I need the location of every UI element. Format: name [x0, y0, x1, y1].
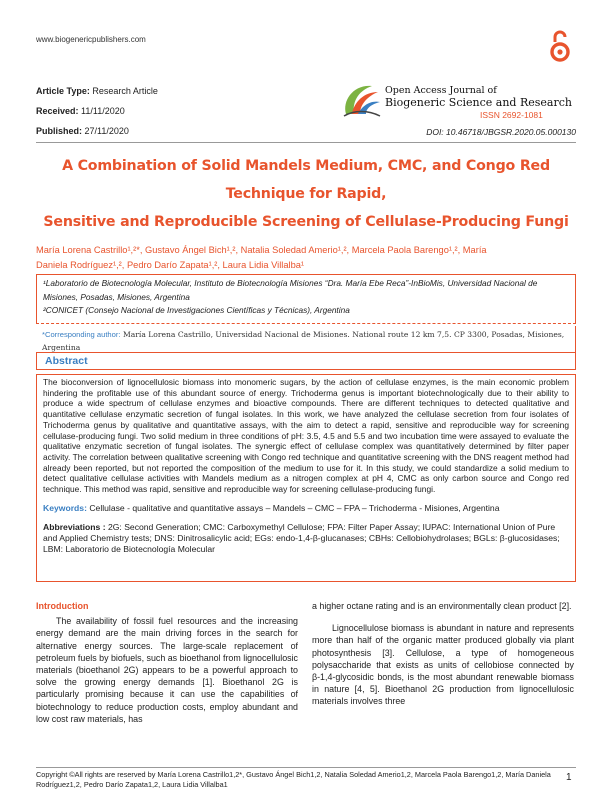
abstract-heading-box: [36, 352, 576, 370]
article-title: A Combination of Solid Mandels Medium, CMC, and Congo Red Technique for Rapid, Sensitive and Reproducible Screening of Cellulase-Producing Fungi: [43, 158, 569, 230]
issn: ISSN 2692-1081: [480, 110, 543, 120]
paragraph: Lignocellulose biomass is abundant in nature and represents more than half of the organic matter produced globally via plant photosynthesis [3]. Cellulose, a type of homogeneous polysaccharide that exists as units of cellobiose connected by β-1,4-glycosidic bonds, is the most abundant renewable biomass in nature [4, 5]. Bioethanol 2G production from lignocellulosic materials involves three: [312, 623, 574, 707]
author-list: María Lorena Castrillo¹,²*, Gustavo Ángel Bich¹,², Natalia Soledad Amerio¹,², Marcela Paola Barengo¹,², María Daniela Rodríguez¹,², Pedro Darío Zapata¹,², Laura Lidia Villalba¹: [36, 245, 487, 270]
journal-logo-icon: [340, 80, 384, 120]
copyright: Copyright ©All rights are reserved by María Lorena Castrillo1,2*, Gustavo Ángel Bich1,2, Natalia Soledad Amerio1,2, Marcela Paola Barengo1,2, María Daniela Rodríguez1,2, Pedro Darío Zapata1,2, Laura Lidia Villalba1: [36, 770, 551, 789]
left-column: [36, 600, 298, 725]
received-date: Received: 11/11/2020: [36, 106, 125, 116]
paragraph: The availability of fossil fuel resources and the increasing energy demand are the main driving forces in the search for alternative energy sources. The large-scale replacement of petroleum fuels by biofuels, such as bioethanol from lignocellulosic materials (bioethanol 2G) appears to be a powerful approach to solve the growing energy demands [1]. Bioethanol 2G is particularly promising because it can use the capabilities of biotechnology to reduce production costs, employ abundant and low cost raw materials, has: [36, 616, 298, 724]
abstract-box: [36, 374, 576, 582]
corresponding-author: *Corresponding author: María Lorena Castrillo, Universidad Nacional de Misiones. National route 12 km 7,5. CP 3300, Posadas, Misiones, Argentina: [36, 326, 576, 352]
page-number: 1: [566, 772, 572, 783]
doi[interactable]: DOI: 10.46718/JBGSR.2020.05.000130: [426, 127, 576, 137]
right-column: [312, 600, 574, 708]
journal-name-line1: Open Access Journal of: [385, 85, 497, 96]
affiliation-1: ¹Laboratorio de Biotecnología Molecular, Instituto de Biotecnología Misiones “Dra. María Ebe Reca”-InBioMis, Universidad Nacional de Misiones, Posadas, Misiones, Argentina: [43, 278, 538, 302]
published-date: Published: 27/11/2020: [36, 126, 129, 136]
open-access-icon: [549, 28, 571, 64]
journal-name-line2: Biogeneric Science and Research: [385, 96, 572, 109]
affiliations-box: [36, 274, 576, 324]
affiliation-2: ²CONICET (Consejo Nacional de Investigaciones Científicas y Técnicas), Argentina: [43, 305, 350, 315]
article-type: Article Type: Research Article: [36, 86, 158, 96]
keywords: Keywords: Cellulase - qualitative and quantitative assays – Mandels – CMC – FPA – Trichoderma - Misiones, Argentina: [43, 502, 500, 513]
abstract-text: The bioconversion of lignocellulosic biomass into monomeric sugars, by the action of cellulase enzymes, is the main economic problem hindering the profitable use of this abundant source of energy. Trichoderma genus is important biotechnologically due to their ability to produce a wide spectrum of cellulase enzymes and bioactive compounds. There are different techniques to detected qualitative and quantitative cellulase enzymatic secretion of fungal isolates. In this work, we have analyzed the cellulase secretion from four isolates of Trichoderma genus by qualitative and quantitative assays, with the aim to detect a rapid, sensitive and reproducible way for screening cellulase-producing fungi. Two solid medium in three conditions of pH: 3.5, 4.5 and 5.5 and two incubation time were assayed to evaluate the qualitative enzymatic secretion of fungal isolates. The synergic effect of cellulase complex was quantitatively determined by filter paper activity. The correlation between qualitative screening with Congo red technique and quantitative screening with the DNS reagent method had already been reported, but not reported the composition of the medium to use for it. In this study, we could standardize a solid medium to detect qualitative cellulase activities with Mandels medium as a nitrogen complex at pH 4, CMC as only carbon source and Congo red technique. This method was rapid, sensitive and reproducible way for screening cellulase-producing fungi.: [43, 377, 569, 495]
header-divider: [36, 142, 576, 143]
footer-divider: [36, 767, 576, 768]
abstract-heading: Abstract: [45, 355, 88, 367]
abbreviations: Abbreviations : 2G: Second Generation; CMC: Carboxymethyl Cellulose; FPA: Filter Paper Assay; IUPAC: International Union of Pure and Applied Chemistry tests; DNS: Dinitrosalicylic acid; EGs: endo-1,4-β-glucanases; CBHs: Cellobiohydrolases; BGLs: β-glucosidases; LBM: Laboratorio de Biotecnología Molecular: [43, 521, 560, 554]
website-url[interactable]: www.biogenericpublishers.com: [36, 35, 146, 44]
paragraph: a higher octane rating and is an environmentally clean product [2].: [312, 601, 572, 611]
introduction-heading: Introduction: [36, 601, 89, 611]
